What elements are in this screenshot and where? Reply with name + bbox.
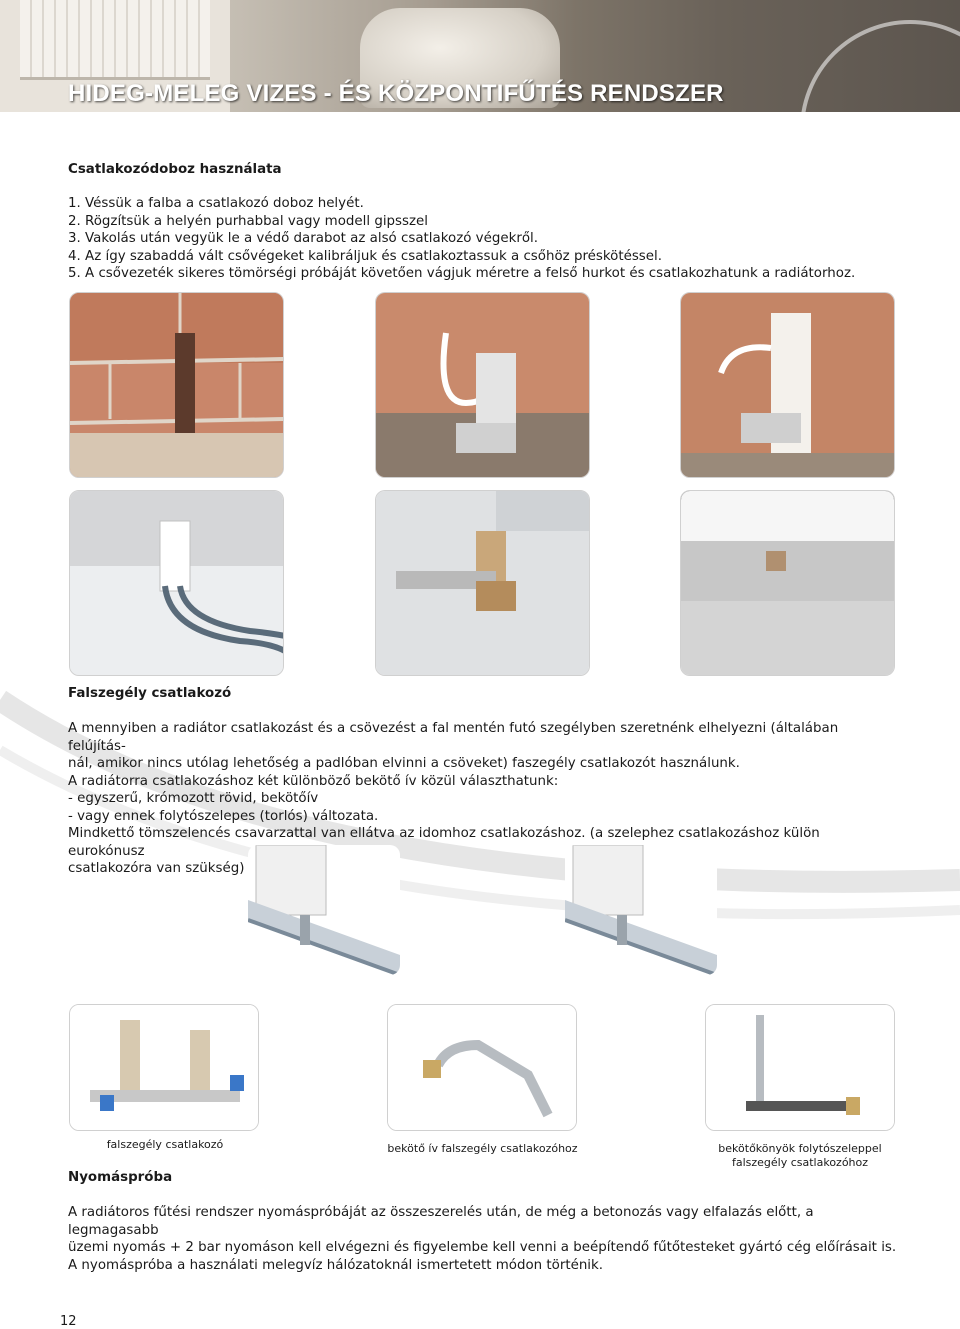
caption-line: bekötőkönyök folytószeleppel: [718, 1142, 882, 1155]
section-heading-connection-box: Csatlakozódoboz használata: [68, 162, 282, 177]
paragraph-line: - egyszerű, krómozott rövid, bekötőív: [68, 791, 319, 806]
step-item: 2. Rögzítsük a helyén purhabbal vagy modell gipsszel: [68, 213, 428, 229]
step-item: 4. Az így szabaddá vált csővégeket kalibráljuk és csatlakoztassuk a csőhöz préskötéssel.: [68, 248, 662, 264]
diagram-skirting-simple: [248, 845, 400, 975]
paragraph-line: - vagy ennek folytószelepes (torlós) változata.: [68, 808, 379, 824]
skirting-description: [68, 720, 898, 878]
paragraph-line: nál, amikor nincs utólag lehetőség a padlóban elvinni a csöveket) faszegély csatlakozót használunk.: [68, 756, 740, 771]
step-item: 5. A csővezeték sikeres tömörségi próbáját követően vágjuk méretre a felső hurkot és csatlakozhatunk a radiátorhoz.: [68, 266, 856, 281]
paragraph-line: A nyomáspróba a használati melegvíz hálózatoknál ismertetett módon történik.: [68, 1257, 604, 1273]
step-item: 1. Véssük a falba a csatlakozó doboz helyét.: [68, 196, 364, 211]
paragraph-line: A mennyiben a radiátor csatlakozást és a csövezést a fal mentén futó szegélyben szeretnénk elhelyezni (általában felújítás-: [68, 721, 839, 754]
caption-connection-bend: bekötő ív falszegély csatlakozóhoz: [387, 1142, 578, 1155]
page-header-banner: [0, 0, 960, 112]
section-heading-skirting-connector: Falszegély csatlakozó: [68, 686, 232, 701]
paragraph-line: Mindkettő tömszelencés csavarzattal van ellátva az idomhoz csatlakozáshoz. (a szelephez csatlakozáshoz külön eurokónusz: [68, 826, 820, 859]
caption-line: falszegély csatlakozóhoz: [731, 1156, 869, 1169]
photo-valve-connected: [375, 490, 590, 676]
paragraph-line: csatlakozóra van szükség): [68, 861, 245, 876]
steps-list: [68, 195, 898, 283]
photo-plastered-box: [69, 490, 284, 676]
pressure-test-description: [68, 1204, 898, 1274]
photo-box-foamed: [680, 292, 895, 478]
photo-radiator-floor: [680, 490, 895, 676]
step-item: 3. Vakolás után vegyük le a védő darabot az alsó csatlakozó végekről.: [68, 231, 539, 246]
paragraph-line: A radiátorra csatlakozáshoz két különböző bekötő ív közül választhatunk:: [68, 773, 559, 789]
caption-skirting-connector: falszegély csatlakozó: [106, 1138, 224, 1151]
header-radiator-image: [20, 0, 210, 80]
page-number: 12: [60, 1314, 77, 1329]
photo-connection-bend: [387, 1004, 577, 1131]
photo-wall-chiseled: [69, 292, 284, 478]
photo-elbow-with-valve: [705, 1004, 895, 1131]
paragraph-line: A radiátoros fűtési rendszer nyomáspróbáját az összeszerelés után, de még a betonozás vagy elfalazás előtt, a legmagasabb: [68, 1205, 814, 1238]
photo-box-placed: [375, 292, 590, 478]
diagram-skirting-valve: [565, 845, 717, 975]
section-heading-pressure-test: Nyomáspróba: [68, 1170, 173, 1185]
photo-skirting-connector: [69, 1004, 259, 1131]
paragraph-line: üzemi nyomás + 2 bar nyomáson kell elvégezni és figyelembe kell venni a beépítendő fűtőtesteket gyártó cég előírásait is.: [68, 1240, 897, 1255]
caption-elbow-with-valve: [710, 1142, 890, 1170]
header-decorative-arc: [800, 20, 960, 112]
page-title: HIDEG-MELEG VIZES - ÉS KÖZPONTIFŰTÉS RENDSZER: [68, 80, 724, 107]
